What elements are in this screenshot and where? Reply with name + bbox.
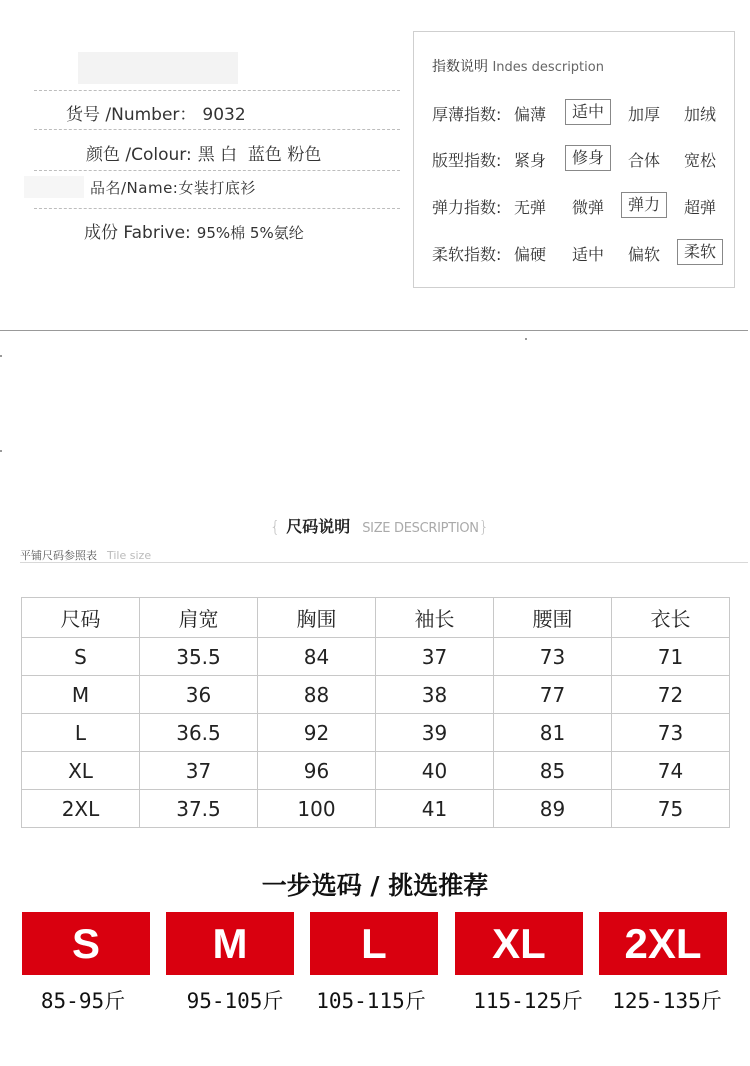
table-cell: 37.5 bbox=[140, 790, 258, 828]
tile-size-en: Tile size bbox=[107, 549, 152, 562]
index-row-label: 柔软指数: bbox=[432, 245, 502, 264]
index-title-en: Indes description bbox=[492, 60, 604, 75]
weight-range-s: 85-95斤 bbox=[40, 989, 126, 1013]
table-cell: M bbox=[22, 676, 140, 714]
index-option: 适中 bbox=[572, 245, 605, 264]
table-cell: L bbox=[22, 714, 140, 752]
weight-range-l: 105-115斤 bbox=[316, 989, 426, 1013]
index-option-selected: 柔软 bbox=[677, 239, 723, 265]
index-option: 无弹 bbox=[514, 198, 547, 217]
product-colour-label: 颜色 /Colour: bbox=[86, 145, 192, 165]
table-cell: 75 bbox=[612, 790, 730, 828]
header-length: 衣长 bbox=[612, 598, 730, 638]
product-name-label: 品名/Name: bbox=[90, 179, 179, 197]
table-cell: 96 bbox=[258, 752, 376, 790]
table-header-row bbox=[22, 598, 730, 638]
table-cell: 73 bbox=[494, 638, 612, 676]
header-waist: 腰围 bbox=[494, 598, 612, 638]
table-row bbox=[22, 676, 730, 714]
divider bbox=[34, 129, 400, 130]
index-title-cn: 指数说明 bbox=[432, 59, 488, 75]
blurred-logo bbox=[78, 52, 238, 84]
index-option-selected: 适中 bbox=[565, 99, 611, 125]
table-cell: 71 bbox=[612, 638, 730, 676]
table-cell: 74 bbox=[612, 752, 730, 790]
header-sleeve: 袖长 bbox=[376, 598, 494, 638]
weight-range-m: 95-105斤 bbox=[186, 989, 284, 1013]
index-row-label: 弹力指数: bbox=[432, 198, 502, 217]
table-cell: 73 bbox=[612, 714, 730, 752]
table-cell: 2XL bbox=[22, 790, 140, 828]
recommendation-title: 一步选码 / 挑选推荐 bbox=[261, 871, 489, 900]
index-option: 宽松 bbox=[684, 151, 717, 170]
weight-range-2xl: 125-135斤 bbox=[612, 989, 722, 1013]
dot-mark bbox=[525, 338, 527, 340]
table-cell: 81 bbox=[494, 714, 612, 752]
table-cell: 100 bbox=[258, 790, 376, 828]
table-row bbox=[22, 714, 730, 752]
table-cell: 88 bbox=[258, 676, 376, 714]
divider bbox=[34, 90, 400, 91]
index-row-label: 版型指数: bbox=[432, 151, 502, 170]
index-option-selected: 弹力 bbox=[621, 192, 667, 218]
size-title-en: SIZE DESCRIPTION bbox=[362, 521, 479, 536]
table-cell: 40 bbox=[376, 752, 494, 790]
product-name-value: 女装打底衫 bbox=[178, 179, 256, 197]
section-divider bbox=[0, 330, 748, 331]
index-title bbox=[432, 56, 604, 76]
table-cell: 84 bbox=[258, 638, 376, 676]
index-option-selected: 修身 bbox=[565, 145, 611, 171]
size-description-heading bbox=[270, 514, 489, 537]
product-number bbox=[66, 100, 246, 125]
table-row bbox=[22, 790, 730, 828]
product-name bbox=[90, 177, 256, 198]
dot-mark bbox=[0, 355, 2, 357]
table-cell: 41 bbox=[376, 790, 494, 828]
size-box-l: L bbox=[310, 912, 438, 975]
table-cell: 77 bbox=[494, 676, 612, 714]
size-box-2xl: 2XL bbox=[599, 912, 727, 975]
index-option: 微弹 bbox=[572, 198, 605, 217]
table-cell: 37 bbox=[376, 638, 494, 676]
index-description-box bbox=[413, 31, 735, 288]
tile-size-label bbox=[20, 547, 151, 563]
index-option: 偏软 bbox=[628, 245, 661, 264]
index-option: 偏薄 bbox=[514, 105, 547, 124]
table-cell: 38 bbox=[376, 676, 494, 714]
product-fabric-value: 95%棉 5%氨纶 bbox=[196, 224, 304, 242]
bracket-right: } bbox=[478, 517, 489, 536]
table-cell: 85 bbox=[494, 752, 612, 790]
table-cell: 72 bbox=[612, 676, 730, 714]
size-title-cn: 尺码说明 bbox=[286, 517, 351, 536]
index-option: 合体 bbox=[628, 151, 661, 170]
blurred-area bbox=[24, 176, 84, 198]
table-cell: XL bbox=[22, 752, 140, 790]
product-fabric bbox=[84, 218, 304, 243]
index-option: 偏硬 bbox=[514, 245, 547, 264]
table-cell: 35.5 bbox=[140, 638, 258, 676]
index-option: 超弹 bbox=[684, 198, 717, 217]
product-number-value: 9032 bbox=[202, 105, 246, 125]
table-row bbox=[22, 752, 730, 790]
product-fabric-label: 成份 Fabrive: bbox=[84, 223, 191, 243]
table-cell: 92 bbox=[258, 714, 376, 752]
size-box-m: M bbox=[166, 912, 294, 975]
index-option: 紧身 bbox=[514, 151, 547, 170]
index-option: 加厚 bbox=[628, 105, 661, 124]
table-cell: 37 bbox=[140, 752, 258, 790]
index-row-label: 厚薄指数: bbox=[432, 105, 502, 124]
divider bbox=[34, 170, 400, 171]
table-cell: 36 bbox=[140, 676, 258, 714]
product-colour bbox=[86, 140, 321, 165]
table-cell: 36.5 bbox=[140, 714, 258, 752]
product-number-label: 货号 /Number： bbox=[66, 105, 197, 125]
header-size: 尺码 bbox=[22, 598, 140, 638]
header-chest: 胸围 bbox=[258, 598, 376, 638]
weight-range-xl: 115-125斤 bbox=[473, 989, 583, 1013]
index-option: 加绒 bbox=[684, 105, 717, 124]
dot-mark bbox=[0, 450, 2, 452]
product-colour-value: 黑 白 蓝色 粉色 bbox=[197, 145, 322, 165]
divider bbox=[34, 208, 400, 209]
bracket-left: { bbox=[270, 517, 281, 536]
divider bbox=[20, 562, 748, 563]
size-box-s: S bbox=[22, 912, 150, 975]
size-table bbox=[21, 597, 730, 828]
table-cell: S bbox=[22, 638, 140, 676]
table-cell: 89 bbox=[494, 790, 612, 828]
size-box-xl: XL bbox=[455, 912, 583, 975]
header-shoulder: 肩宽 bbox=[140, 598, 258, 638]
table-cell: 39 bbox=[376, 714, 494, 752]
tile-size-cn: 平铺尺码参照表 bbox=[20, 549, 97, 562]
table-row bbox=[22, 638, 730, 676]
